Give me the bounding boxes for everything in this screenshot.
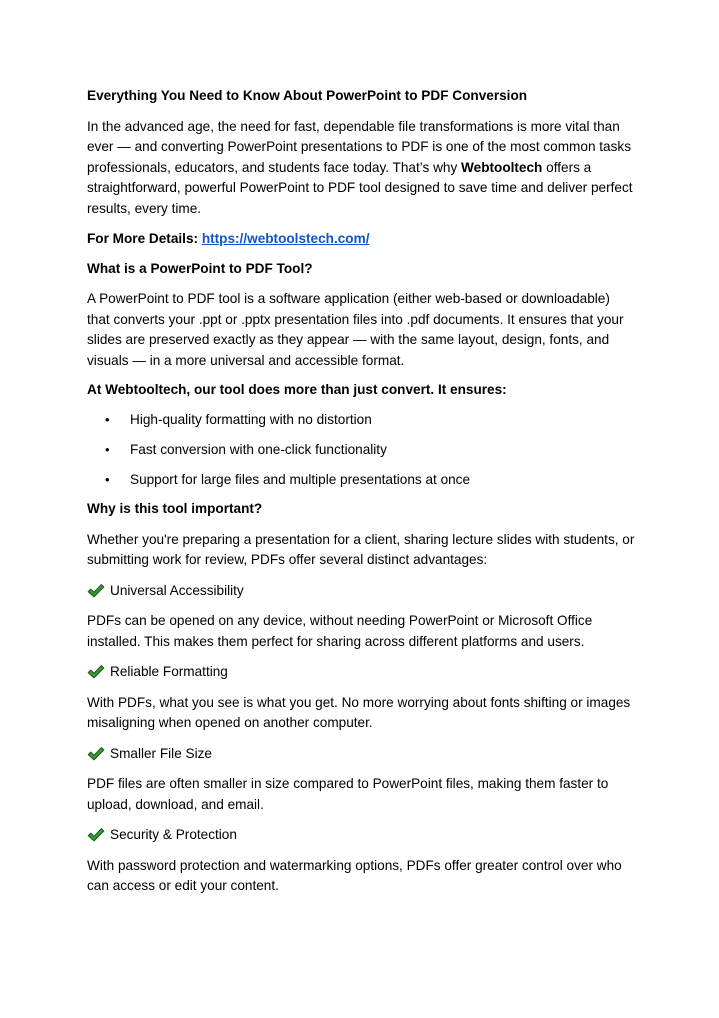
details-link[interactable]: https://webtoolstech.com/ [201,231,370,246]
feature-list [87,410,635,491]
document-body [87,86,635,897]
section-paragraph-what-is: A PowerPoint to PDF tool is a software application (either web-based or downloadable) that converts your .ppt or .pptx presentation files into .pdf documents. It ensures that your slides are preserved exactly as they appear — with the same layout, design, fonts, and visuals — in a more universal and accessible format. [87,291,624,368]
bullet-dot: • [105,411,110,427]
advantage-heading [87,581,635,602]
advantage-title: Security & Protection [110,827,237,842]
bullet-dot: • [105,471,110,487]
advantage-title: Reliable Formatting [110,664,228,679]
bullet-dot: • [105,441,110,457]
advantage-text: PDFs can be opened on any device, without needing PowerPoint or Microsoft Office installed. This makes them perfect for sharing across different platforms and users. [87,613,593,649]
details-label: For More Details: [87,231,202,246]
check-mark-icon [87,746,105,762]
check-mark-icon [87,583,105,599]
check-mark-icon [87,664,105,680]
advantage-title: Smaller File Size [110,745,212,761]
list-item-text: Fast conversion with one-click functionality [130,441,387,457]
intro-text-1: In the advanced age, the need for fast, dependable file transformations is more vital than ever — and converting PowerPoint presentations to PDF is one of the most common tasks professionals, educators, and students face today. That’s why [87,118,632,175]
advantage-text: With password protection and watermarking options, PDFs offer greater control over who can access or edit your content. [87,857,622,893]
list-item [87,410,635,431]
advantage-heading [87,825,635,846]
list-item [87,440,635,461]
advantage-text: With PDFs, what you see is what you get. No more worrying about fonts shifting or images misaligning when opened on another computer. [87,694,631,730]
list-item [87,470,635,491]
advantage-heading [87,662,635,683]
intro-text-2: offers a straightforward, powerful PowerPoint to PDF tool designed to save time and deliver perfect results, every time. [87,159,633,216]
document-title: Everything You Need to Know About PowerPoint to PDF Conversion [87,88,528,103]
brand-name: Webtooltech [461,159,543,175]
advantage-heading [87,744,635,765]
advantage-title: Universal Accessibility [110,582,244,598]
check-mark-icon [87,827,105,843]
section-paragraph-why: Whether you're preparing a presentation for a client, sharing lecture slides with students, or submitting work for review, PDFs offer several distinct advantages: [87,531,635,567]
list-item-text: High-quality formatting with no distortion [130,411,372,427]
advantage-text: PDF files are often smaller in size compared to PowerPoint files, making them faster to upload, download, and email. [87,776,609,812]
list-item-text: Support for large files and multiple presentations at once [130,471,471,487]
section-heading-ensures: At Webtooltech, our tool does more than just convert. It ensures: [87,382,507,397]
details-line [87,229,635,250]
intro-paragraph [87,117,635,220]
section-heading-what-is: What is a PowerPoint to PDF Tool? [87,260,313,276]
section-heading-why: Why is this tool important? [87,501,263,516]
